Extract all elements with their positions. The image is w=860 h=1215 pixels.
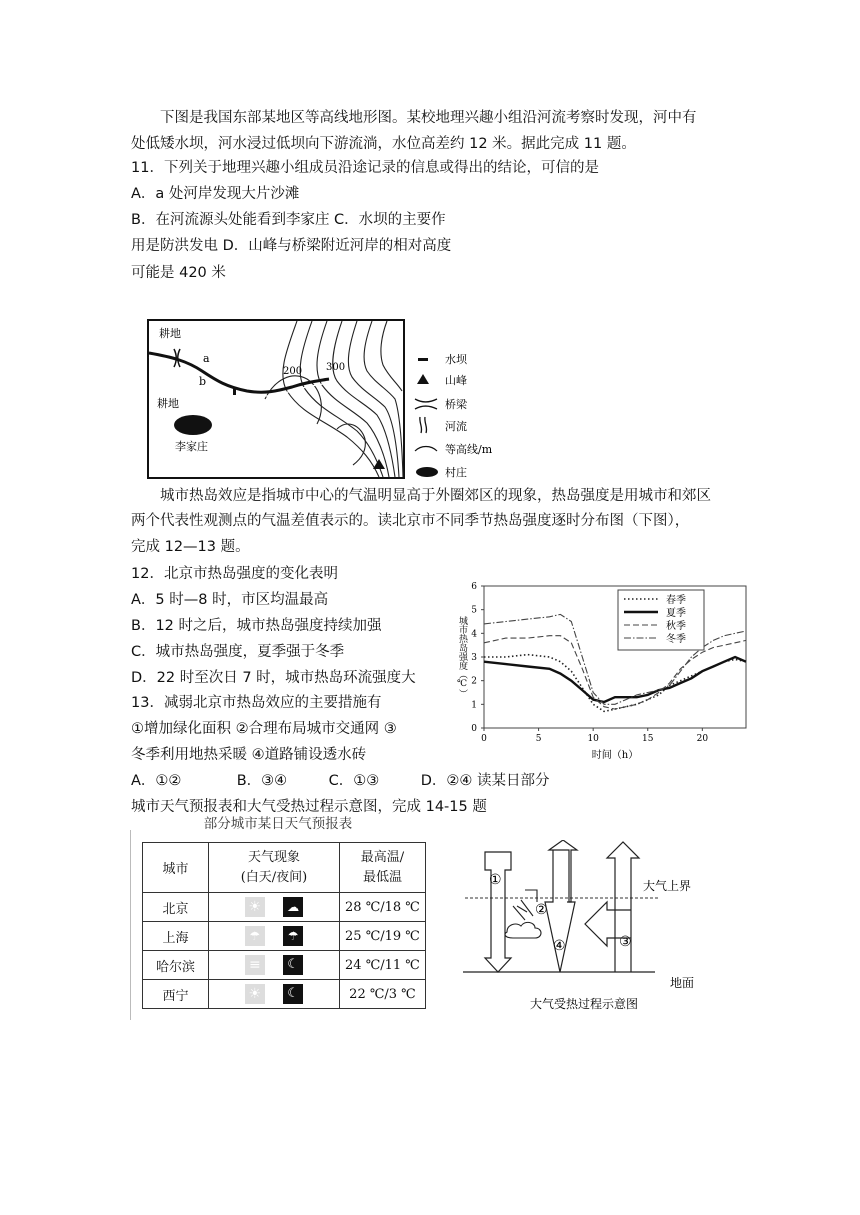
- y-tick-label: 0: [471, 724, 477, 734]
- table-row: [143, 951, 426, 980]
- series-line-1: [484, 655, 746, 712]
- sunny-icon: ☀: [245, 897, 265, 917]
- q13-opts2: 冬季利用地热采暖 ④道路铺设透水砖: [131, 747, 367, 763]
- y-tick-label: 5: [471, 605, 477, 616]
- intro-11-line1: 下图是我国东部某地区等高线地形图。某校地理兴趣小组沿河流考察时发现，河中有: [160, 110, 697, 126]
- header-weather-l2: (白天/夜间): [240, 869, 308, 885]
- legend-bridge-icon: [415, 399, 437, 409]
- y-tick-label: 4: [471, 629, 477, 640]
- moon-icon: ☾: [283, 955, 303, 975]
- dam-symbol: [233, 387, 236, 395]
- q11-line-b: B．在河流源头处能看到李家庄 C．水坝的主要作: [131, 212, 446, 228]
- moon-icon: ☾: [283, 984, 303, 1004]
- y-tick-label: 3: [471, 653, 477, 663]
- legend-peak-icon: [417, 374, 429, 384]
- cloud-icon: [505, 922, 541, 938]
- series-line-4: [484, 614, 746, 704]
- weather-table-title: 部分城市某日天气预报表: [203, 816, 353, 832]
- header-city: 城市: [143, 843, 209, 893]
- atmo-heating-diagram: [455, 840, 720, 1015]
- legend-contour: 等高线/m: [445, 443, 493, 456]
- table-row: [143, 893, 426, 922]
- row-temp: 22 ℃/3 ℃: [339, 980, 425, 1009]
- map-label-b: b: [199, 375, 207, 388]
- map-farmland-left: 耕地: [157, 397, 179, 410]
- chart-series: [484, 614, 746, 711]
- x-tick-label: 5: [535, 734, 542, 744]
- q12-option-d: D．22 时至次日 7 时，城市热岛环流强度大: [131, 670, 416, 686]
- chart-ylabel: 城市热岛强度（℃）: [457, 616, 467, 698]
- chart-xlabel: 时间（h）: [591, 750, 639, 761]
- map-label-a: a: [203, 352, 210, 365]
- fog-icon: ≡: [245, 955, 265, 975]
- legend-dam-icon: [418, 358, 428, 361]
- y-tick-label: 6: [471, 582, 477, 592]
- legend-river-icon: [420, 417, 427, 433]
- q13-opts1: ①增加绿化面积 ②合理布局城市交通网 ③: [131, 721, 397, 737]
- header-temp-l1: 最高温/: [360, 849, 405, 865]
- atmo-upper-label: 大气上界: [643, 879, 692, 893]
- atmo-n4: ④: [553, 938, 566, 954]
- row-temp: 25 ℃/19 ℃: [339, 922, 425, 951]
- table-row: [143, 922, 426, 951]
- q13-answers: A．①② B．③④ C．①③ D．②④ 读某日部分: [131, 773, 550, 789]
- chart-legend: [618, 590, 704, 650]
- intro-12-line3: 完成 12—13 题。: [131, 539, 250, 555]
- atmo-n3: ③: [619, 934, 632, 950]
- header-temp: [339, 843, 425, 893]
- x-tick-label: 15: [642, 734, 654, 744]
- legend-label: 夏季: [666, 608, 686, 619]
- legend-river: 河流: [445, 420, 467, 433]
- contour-map-svg: [147, 319, 507, 481]
- table-row: [143, 980, 426, 1009]
- y-tick-label: 1: [471, 700, 477, 711]
- legend-peak: 山峰: [445, 374, 467, 387]
- legend-contour-icon: [415, 447, 437, 452]
- row-temp: 28 ℃/18 ℃: [339, 893, 425, 922]
- legend-box: [618, 590, 704, 650]
- q12-option-b: B．12 时之后，城市热岛强度持续加强: [131, 618, 382, 634]
- q12-option-a: A．5 时—8 时，市区均温最高: [131, 592, 329, 608]
- atmo-ground-label: 地面: [670, 976, 695, 990]
- x-tick-label: 10: [587, 734, 599, 744]
- x-tick-label: 20: [696, 734, 709, 744]
- sunny-icon: ☀: [245, 984, 265, 1004]
- legend-bridge: 桥梁: [445, 398, 467, 411]
- x-tick-label: 0: [481, 734, 487, 744]
- q11-line-c: 用是防洪发电 D．山峰与桥梁附近河岸的相对高度: [131, 238, 452, 254]
- contour-label-200: 200: [283, 366, 303, 377]
- legend-village: 村庄: [445, 466, 467, 479]
- row-weather: [209, 893, 340, 922]
- row-city: 哈尔滨: [143, 951, 209, 980]
- row-weather: [209, 922, 340, 951]
- row-city: 上海: [143, 922, 209, 951]
- intro-12-line2: 两个代表性观测点的气温差值表示的。读北京市不同季节热岛强度逐时分布图（下图），: [131, 513, 690, 529]
- cloudy-night-icon: ☁: [283, 897, 303, 917]
- rain-icon: ☂: [245, 926, 265, 946]
- q13-stem: 13．减弱北京市热岛效应的主要措施有: [131, 695, 382, 711]
- atmo-n1: ①: [489, 872, 502, 888]
- legend-label: 冬季: [666, 634, 686, 645]
- row-weather: [209, 980, 340, 1009]
- heat-island-chart: [450, 572, 760, 762]
- q12-option-c: C．城市热岛强度，夏季强于冬季: [131, 644, 345, 660]
- row-weather: [209, 951, 340, 980]
- q11-line-a: A．a 处河岸发现大片沙滩: [131, 186, 300, 202]
- legend-village-icon: [416, 467, 438, 477]
- row-city: 北京: [143, 893, 209, 922]
- atmo-caption: 大气受热过程示意图: [530, 997, 639, 1011]
- y-tick-label: 2: [471, 676, 477, 687]
- q14-intro: 城市天气预报表和大气受热过程示意图，完成 14-15 题: [131, 799, 487, 815]
- contour-label-300: 300: [326, 362, 346, 373]
- arrow-2: [513, 900, 533, 920]
- weather-table: [142, 842, 426, 1009]
- q11-stem: 11．下列关于地理兴趣小组成员沿途记录的信息或得出的结论，可信的是: [131, 160, 599, 176]
- intro-11-line2: 处低矮水坝，河水浸过低坝向下游流淌，水位高差约 12 米。据此完成 11 题。: [131, 136, 636, 152]
- arrow-1: [485, 852, 511, 972]
- series-line-2: [484, 657, 746, 702]
- intro-12-line1: 城市热岛效应是指城市中心的气温明显高于外圈郊区的现象，热岛强度是用城市和郊区: [160, 488, 711, 504]
- row-temp: 24 ℃/11 ℃: [339, 951, 425, 980]
- village-symbol: [174, 415, 212, 435]
- row-city: 西宁: [143, 980, 209, 1009]
- map-village-label: 李家庄: [175, 440, 208, 453]
- legend-dam: 水坝: [445, 353, 467, 366]
- q12-stem: 12．北京市热岛强度的变化表明: [131, 566, 338, 582]
- chart-frame: [484, 586, 746, 728]
- header-weather: [209, 843, 340, 893]
- weather-table-figure: [130, 812, 426, 1022]
- rain-night-icon: ☂: [283, 926, 303, 946]
- atmo-n2: ②: [535, 902, 548, 918]
- peak-symbol: [373, 459, 385, 469]
- q11-line-d: 可能是 420 米: [131, 265, 226, 281]
- header-temp-l2: 最低温: [362, 869, 402, 885]
- header-weather-l1: 天气现象: [247, 849, 300, 865]
- map-farmland-top: 耕地: [159, 327, 181, 340]
- arrow-3: [607, 842, 639, 972]
- legend-label: 春季: [666, 595, 686, 606]
- legend-label: 秋季: [666, 621, 686, 632]
